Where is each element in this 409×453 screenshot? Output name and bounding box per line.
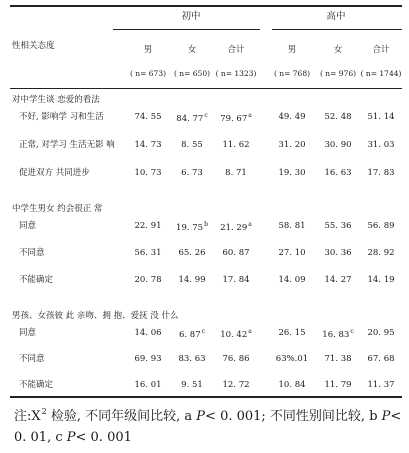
table-cell [367, 329, 394, 338]
cell-value: 20. 78 [134, 275, 162, 285]
cell-value: 16. 83 [322, 330, 350, 340]
row-label: 不能确定 [19, 380, 54, 390]
table-cell [176, 113, 207, 124]
table-cell [278, 169, 305, 178]
table-cell [278, 276, 305, 285]
significance-marker: a [248, 328, 252, 335]
cell-value: 84. 77 [176, 114, 204, 124]
table-cell [220, 113, 252, 124]
table-cell [324, 249, 351, 258]
cell-value: 11. 62 [222, 140, 250, 150]
table-cell [134, 169, 161, 178]
table-cell [134, 276, 161, 285]
row-label-header: 性相关态度 [12, 41, 55, 51]
table-cell [178, 249, 205, 258]
p-symbol-1: P [196, 409, 206, 424]
table-cell [222, 381, 249, 390]
row-label: 不好, 影响学 习和生活 [19, 112, 104, 122]
cell-value: 10. 42 [220, 330, 248, 340]
row-label: 同意 [19, 221, 37, 231]
footnote-text-3: < 0. 01, c [14, 409, 402, 445]
table-cell [367, 355, 394, 364]
table-cell [324, 222, 351, 231]
column-header: 女 [333, 45, 343, 55]
column-sample-size: ( n= 1323) [215, 69, 257, 78]
cell-value: 65. 26 [178, 248, 206, 258]
table-cell [222, 249, 249, 258]
chi-symbol: X [31, 409, 41, 424]
footnote-label: 注: [14, 409, 32, 424]
table-cell [181, 169, 203, 178]
cell-value: 6. 87 [178, 330, 201, 340]
cell-value: 11. 37 [367, 380, 395, 390]
cell-value: 52. 48 [324, 112, 352, 122]
cell-value: 63%.01 [275, 354, 309, 364]
cell-value: 22. 91 [134, 221, 162, 231]
table-cell [367, 249, 394, 258]
cell-value: 83. 63 [178, 354, 206, 364]
cell-value: 19. 75 [176, 223, 204, 233]
cell-value: 16. 63 [324, 168, 352, 178]
table-cell [181, 381, 203, 390]
cell-value: 17. 83 [367, 168, 395, 178]
table-cell [181, 141, 203, 150]
section-title: 中学生男女 约会很正 常 [12, 204, 103, 214]
table-cell [276, 355, 308, 364]
cell-value: 19. 30 [278, 168, 306, 178]
cell-value: 14. 09 [278, 275, 306, 285]
footnote-text-4: < 0. 001 [75, 430, 132, 445]
cell-value: 14. 19 [367, 275, 395, 285]
chi-superscript: 2 [41, 407, 47, 416]
table-cell [278, 113, 305, 122]
cell-value: 14. 99 [178, 275, 206, 285]
cell-value: 6. 73 [181, 168, 203, 178]
table-cell [178, 276, 205, 285]
table-cell [367, 169, 394, 178]
table-cell [278, 222, 305, 231]
cell-value: 21. 29 [220, 223, 248, 233]
table-cell [220, 329, 252, 340]
section-title: 对中学生谈 恋爱的看法 [12, 95, 100, 105]
table-cell [324, 381, 351, 390]
table-cell [324, 113, 351, 122]
cell-value: 49. 49 [278, 112, 306, 122]
group-underline-senior [272, 29, 402, 30]
table-cell [367, 113, 394, 122]
table-cell [278, 141, 305, 150]
footnote-text-2: < 0. 001; 不同性别间比较, b [205, 409, 382, 424]
table-cell [322, 329, 353, 340]
column-sample-size: ( n= 1744) [360, 69, 402, 78]
row-label: 不同意 [19, 248, 45, 258]
table-cell [324, 276, 351, 285]
row-label: 正常, 对学习 生活无影 响 [19, 140, 115, 150]
significance-marker: c [201, 328, 206, 335]
cell-value: 31. 03 [367, 140, 395, 150]
column-sample-size: ( n= 673) [129, 69, 167, 78]
cell-value: 17. 84 [222, 275, 250, 285]
cell-value: 8. 55 [181, 140, 203, 150]
group-junior-header: 初中 [181, 11, 201, 22]
column-header: 女 [187, 45, 197, 55]
column-header: 男 [287, 45, 297, 55]
column-header: 合计 [372, 45, 390, 55]
significance-marker: c [350, 328, 354, 335]
cell-value: 9. 51 [181, 380, 203, 390]
group-underline-junior [113, 29, 260, 30]
cell-value: 10. 84 [278, 380, 306, 390]
table-cell [367, 141, 394, 150]
table-cell [134, 355, 161, 364]
cell-value: 30. 36 [324, 248, 352, 258]
significance-marker: b [204, 221, 208, 228]
table-cell [367, 276, 394, 285]
header-bottom-rule [10, 88, 402, 89]
table-cell [324, 355, 351, 364]
cell-value: 26. 15 [278, 328, 306, 338]
table-cell [222, 276, 249, 285]
table-cell [367, 222, 394, 231]
cell-value: 69. 93 [134, 354, 162, 364]
section-title: 男孩、女孩彼 此 亲吻、拥 抱、爱抚 没 什么 [12, 311, 179, 321]
table-cell [134, 249, 161, 258]
table-cell [178, 355, 205, 364]
cell-value: 27. 10 [278, 248, 306, 258]
p-symbol-3: P [66, 430, 76, 445]
p-symbol-2: P [381, 409, 391, 424]
cell-value: 12. 72 [222, 380, 250, 390]
cell-value: 71. 38 [324, 354, 352, 364]
row-label: 不同意 [19, 354, 45, 364]
table-cell [324, 141, 351, 150]
group-senior-header: 高中 [326, 11, 346, 22]
cell-value: 10. 73 [134, 168, 162, 178]
cell-value: 20. 95 [367, 328, 395, 338]
column-sample-size: ( n= 976) [319, 69, 357, 78]
row-label: 不能确定 [19, 275, 54, 285]
table-cell [222, 141, 249, 150]
cell-value: 79. 67 [220, 114, 248, 124]
column-header: 男 [143, 45, 153, 55]
significance-marker: a [248, 221, 252, 228]
table-cell [134, 381, 161, 390]
row-label: 同意 [19, 328, 37, 338]
cell-value: 67. 68 [367, 354, 395, 364]
table-cell [134, 141, 161, 150]
table-cell [222, 355, 249, 364]
table-cell [225, 169, 247, 178]
table-footnote [14, 401, 406, 448]
column-sample-size: ( n= 650) [173, 69, 211, 78]
column-sample-size: ( n= 768) [273, 69, 311, 78]
table-cell [278, 381, 305, 390]
table-cell [134, 222, 161, 231]
cell-value: 56. 31 [134, 248, 162, 258]
cell-value: 76. 86 [222, 354, 250, 364]
cell-value: 28. 92 [367, 248, 395, 258]
cell-value: 30. 90 [324, 140, 352, 150]
cell-value: 74. 55 [134, 112, 162, 122]
table-cell [367, 381, 394, 390]
table-cell [134, 329, 161, 338]
column-header: 合计 [227, 45, 245, 55]
table-cell [278, 329, 305, 338]
cell-value: 14. 73 [134, 140, 162, 150]
significance-marker: c [204, 112, 208, 119]
cell-value: 11. 79 [324, 380, 352, 390]
footnote-text-1: 检验, 不同年级间比较, a [46, 409, 197, 424]
cell-value: 16. 01 [134, 380, 162, 390]
table-cell [324, 169, 351, 178]
table-bottom-rule [10, 396, 402, 398]
cell-value: 55. 36 [324, 221, 352, 231]
significance-marker: a [248, 112, 252, 119]
cell-value: 31. 20 [278, 140, 306, 150]
cell-value: 14. 27 [324, 275, 352, 285]
cell-value: 8. 71 [225, 168, 247, 178]
table-top-rule [10, 5, 402, 7]
table-cell [176, 222, 208, 233]
cell-value: 56. 89 [367, 221, 395, 231]
table-cell [278, 249, 305, 258]
cell-value: 60. 87 [222, 248, 250, 258]
row-label: 促进双方 共同进步 [19, 168, 90, 178]
cell-value: 51. 14 [367, 112, 395, 122]
table-cell [220, 222, 252, 233]
cell-value: 58. 81 [278, 221, 306, 231]
cell-value: 14. 06 [134, 328, 162, 338]
table-cell [134, 113, 161, 122]
table-cell [179, 329, 205, 340]
